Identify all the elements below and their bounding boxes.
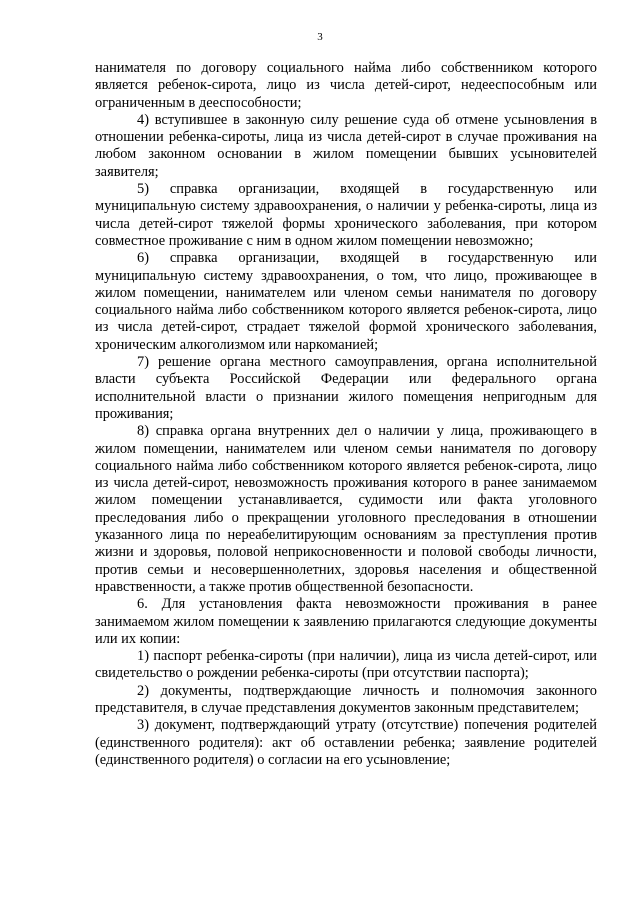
document-body: [95, 60, 597, 769]
paragraph-item-7: 7) решение органа местного самоуправления, органа исполнительной власти субъекта Российской Федерации или федерального органа исполнительной власти о признании жилого помещения непригодным для проживания;: [95, 354, 597, 422]
paragraph-continuation: нанимателя по договору социального найма либо собственником которого является ребенок-сирота, лицо из числа детей-сирот, недееспособным или ограниченным в дееспособности;: [95, 60, 597, 111]
paragraph-item-6: 6) справка организации, входящей в государственную или муниципальную систему здравоохранения, о том, что лицо, проживающее в жилом помещении, нанимателем или членом семьи нанимателя по договору социального найма либо собственником которого является ребенок-сирота, лицо из числа детей-сирот, страдает тяжелой формой хронического заболевания, хроническим алкоголизмом или наркоманией;: [95, 250, 597, 353]
paragraph-item-8: 8) справка органа внутренних дел о наличии у лица, проживающего в жилом помещении, нанимателем или членом семьи нанимателя по договору социального найма либо собственником которого является ребенок-сирота, лицо из числа детей-сирот, невозможность проживания которого в ранее занимаемом жилом помещении устанавливается, судимости или факта уголовного преследования либо о прекращении уголовного преследования в отношении указанного лица по нереабелитирующим основаниям за преступления против жизни и здоровья, половой неприкосновенности и половой свободы личности, против семьи и несовершеннолетних, здоровья населения и общественной нравственности, а также против общественной безопасности.: [95, 423, 597, 595]
paragraph-doc-item-2: 2) документы, подтверждающие личность и полномочия законного представителя, в случае представления документов законным представителем;: [95, 682, 597, 716]
paragraph-item-5: 5) справка организации, входящей в государственную или муниципальную систему здравоохранения, о наличии у ребенка-сироты, лица из числа детей-сирот тяжелой формы хронического заболевания, при котором совместное проживание с ним в одном жилом помещении невозможно;: [95, 181, 597, 249]
paragraph-doc-item-3: 3) документ, подтверждающий утрату (отсутствие) попечения родителей (единственного родителя): акт об оставлении ребенка; заявление родителей (единственного родителя) о согласии на его усыновление;: [95, 717, 597, 768]
paragraph-item-4: 4) вступившее в законную силу решение суда об отмене усыновления в отношении ребенка-сироты, лица из числа детей-сирот в случае проживания на любом законном основании в жилом помещении бывших усыновителей заявителя;: [95, 111, 597, 180]
page-number: 3: [317, 31, 323, 43]
paragraph-section-6: 6. Для установления факта невозможности проживания в ранее занимаемом жилом помещении к заявлению прилагаются следующие документы или их копии:: [95, 596, 597, 647]
paragraph-doc-item-1: 1) паспорт ребенка-сироты (при наличии), лица из числа детей-сирот, или свидетельство о рождении ребенка-сироты (при отсутствии паспорта);: [95, 648, 597, 682]
